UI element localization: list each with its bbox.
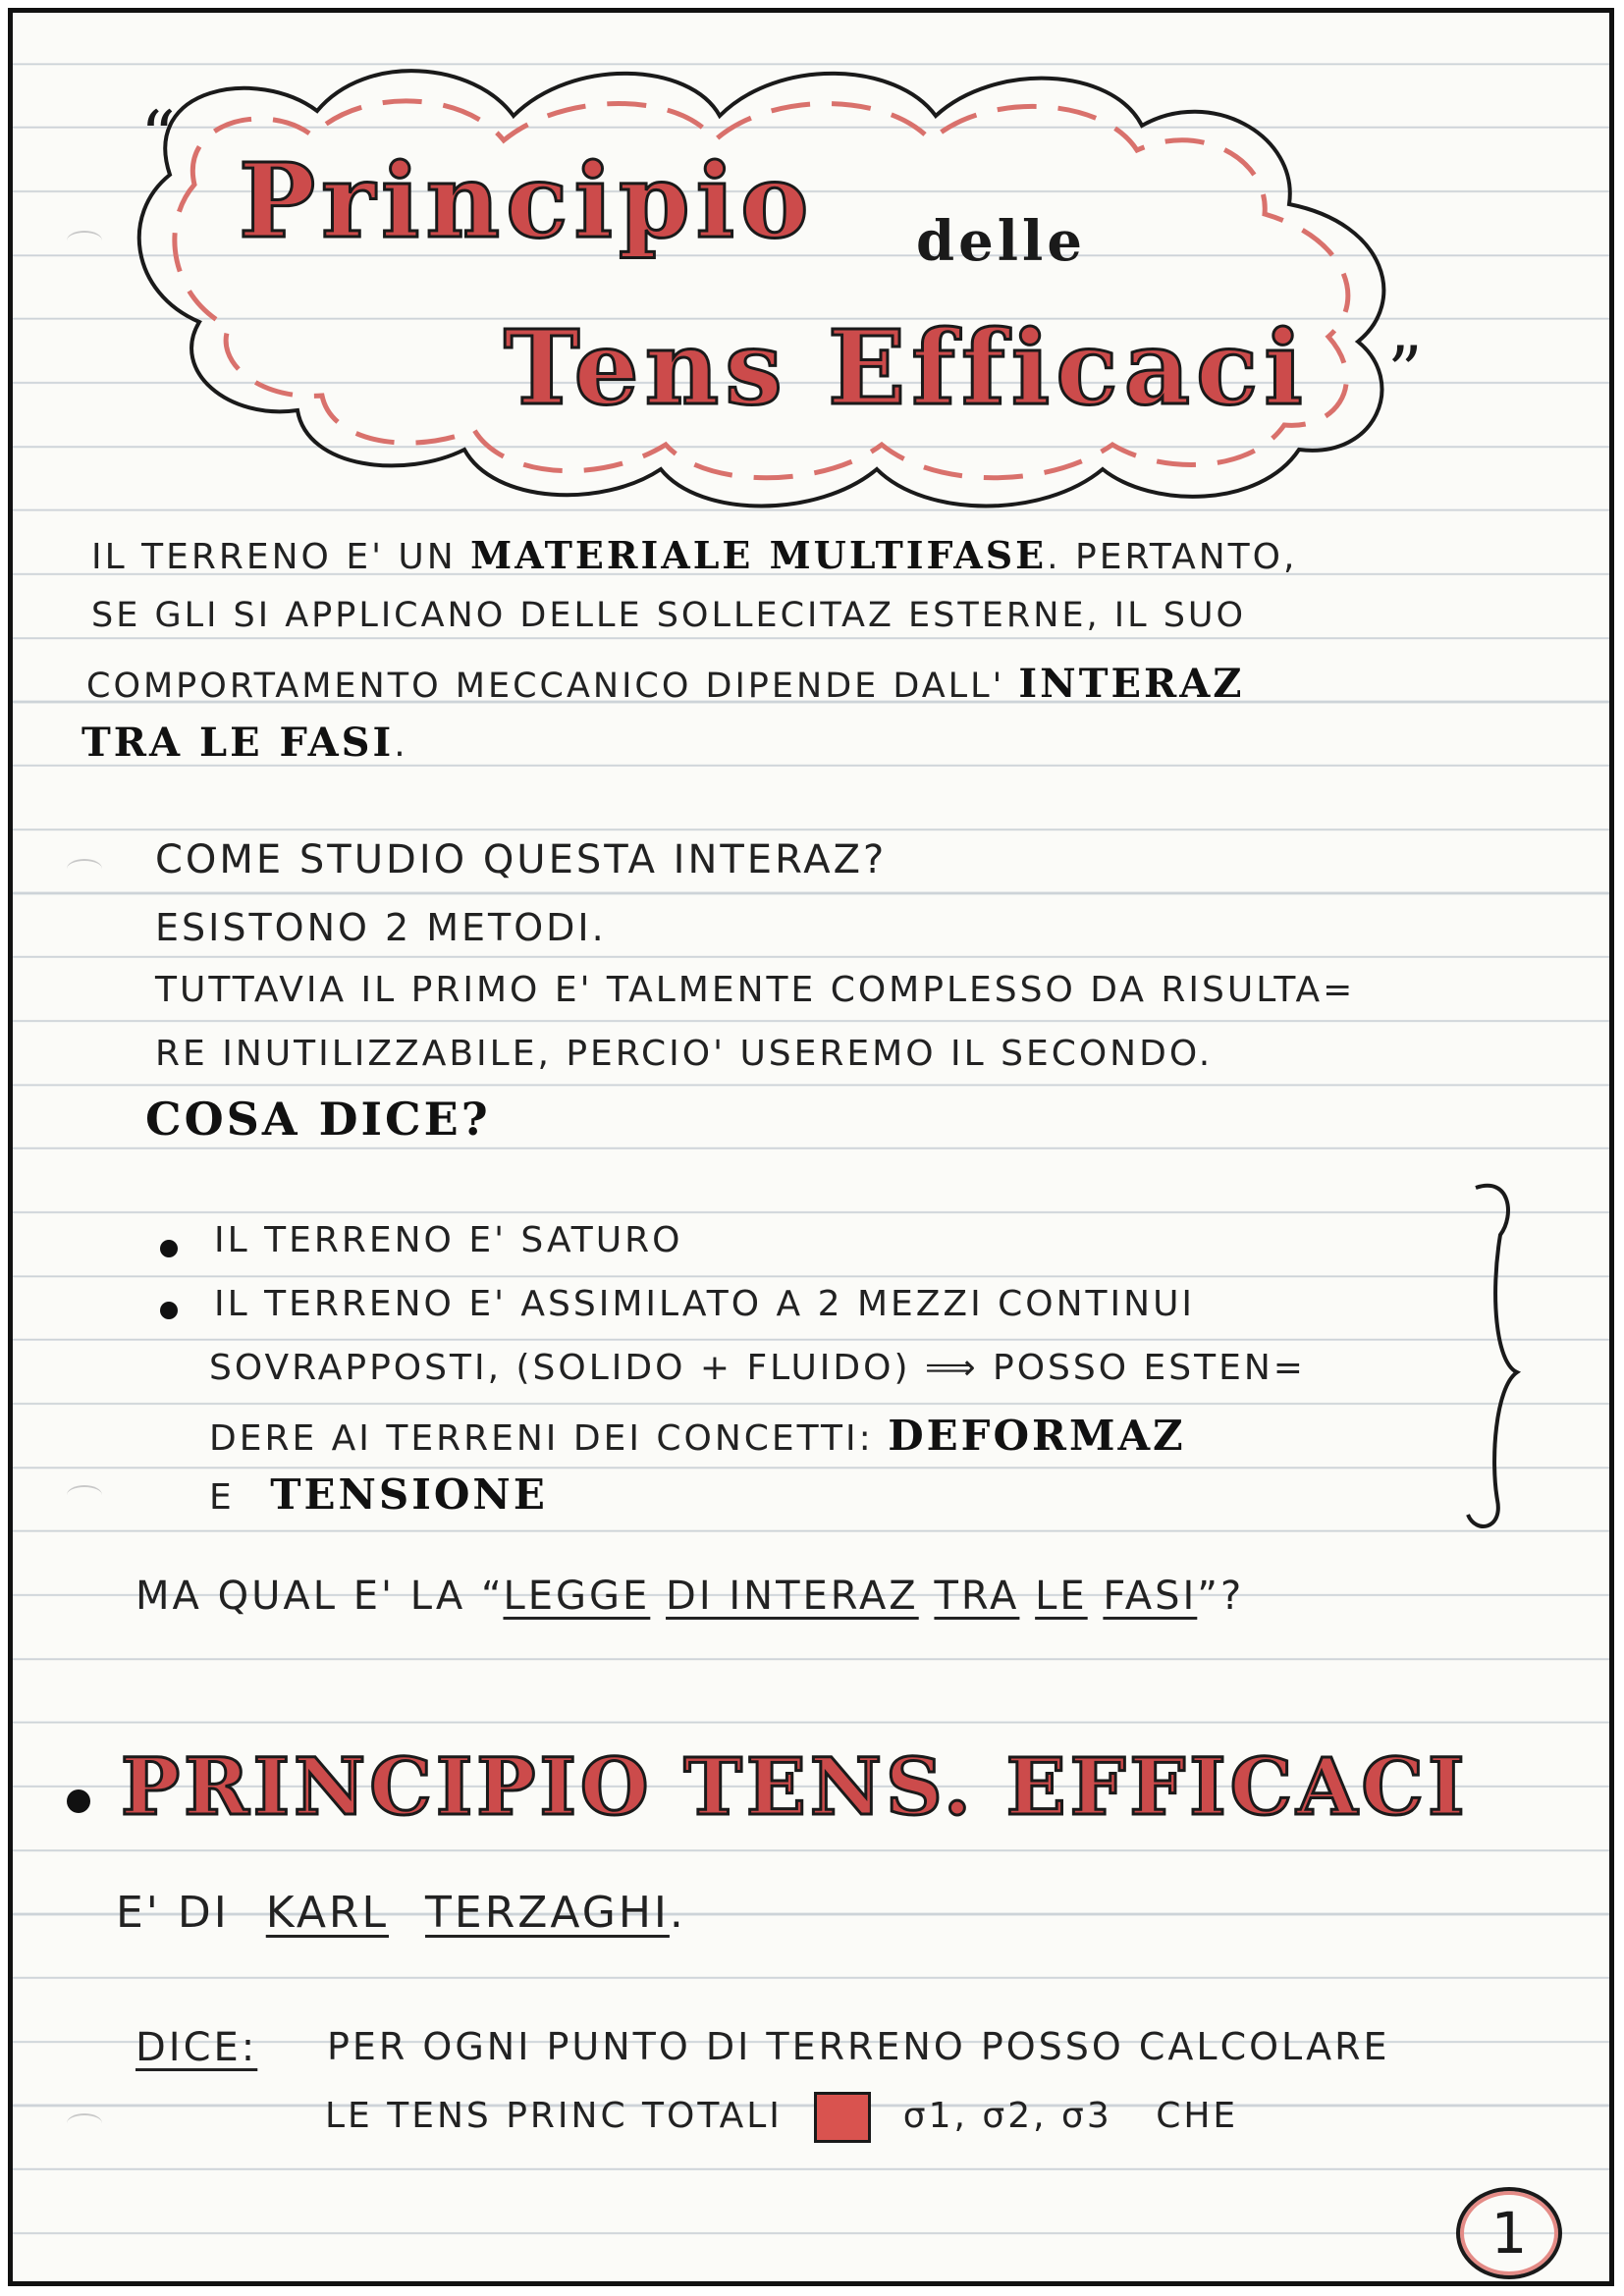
question-text: ”?: [1197, 1574, 1245, 1619]
author-last-name: TERZAGHI: [425, 1888, 670, 1938]
page-number: 1: [1490, 2200, 1528, 2267]
intro-line-3: [86, 661, 1244, 707]
intro-line-2: SE GLI SI APPLICANO DELLE SOLLECITAZ ESTERNE, IL SUO: [91, 596, 1247, 635]
title-close-quote: ”: [1387, 332, 1423, 412]
dice-text: CHE: [1156, 2096, 1239, 2136]
intro-line-4: [81, 720, 408, 766]
bullet-dot: [160, 1302, 178, 1319]
title-open-quote: “: [140, 96, 176, 177]
title-word-tens: Tens: [504, 307, 788, 428]
title-cloud-frame: [111, 57, 1544, 518]
intro-emphasis: INTERAZ: [1018, 661, 1245, 707]
intro-emphasis: MATERIALE MULTIFASE: [470, 533, 1048, 577]
sigma-values: σ1, σ2, σ3: [902, 2096, 1112, 2136]
bullet-1: IL TERRENO E' SATURO: [214, 1220, 683, 1260]
question-cosa-dice: COSA DICE?: [145, 1093, 491, 1146]
author-text: .: [669, 1888, 686, 1938]
notebook-page: [8, 8, 1614, 2286]
title-word-principio: Principio: [239, 140, 815, 261]
complex-line-2: RE INUTILIZZABILE, PERCIO' USEREMO IL SECONDO.: [155, 1034, 1214, 1074]
dice-label: DICE:: [135, 2025, 258, 2070]
binder-hole: [67, 2113, 102, 2133]
question-underlined: DI INTERAZ: [666, 1574, 919, 1619]
binder-hole: [67, 1485, 102, 1505]
author-first-name: KARL: [265, 1888, 390, 1938]
question-text: MA QUAL E' LA “: [135, 1574, 504, 1619]
complex-line-1: TUTTAVIA IL PRIMO E' TALMENTE COMPLESSO DA RISULTA=: [155, 970, 1356, 1010]
intro-text: .: [394, 724, 408, 765]
bullet-2-line-3: [209, 1412, 1186, 1460]
title-word-delle: delle: [916, 209, 1086, 274]
intro-text: IL TERRENO E' UN: [91, 537, 457, 577]
question-how: COME STUDIO QUESTA INTERAZ?: [155, 837, 888, 882]
red-highlight-box: [814, 2092, 871, 2143]
bullet-text: DERE AI TERRENI DEI CONCETTI:: [209, 1418, 874, 1459]
binder-hole: [67, 859, 102, 879]
question-underlined: LEGGE: [503, 1574, 651, 1619]
methods-line: ESISTONO 2 METODI.: [155, 906, 607, 949]
heading-principio-tens-efficaci: PRINCIPIO TENS. EFFICACI: [121, 1740, 1469, 1833]
right-brace: [1456, 1176, 1544, 1539]
page-number-circle: [1456, 2187, 1562, 2279]
bullet-emphasis: TENSIONE: [270, 1470, 548, 1519]
author-text: E' DI: [116, 1888, 230, 1938]
bullet-2-line-4: [209, 1470, 548, 1519]
question-underlined: LE: [1035, 1574, 1088, 1619]
title-word-efficaci: Efficaci: [828, 307, 1309, 428]
question-legge: [135, 1574, 1244, 1619]
dice-line-1: PER OGNI PUNTO DI TERRENO POSSO CALCOLARE: [327, 2025, 1390, 2068]
heading-bullet-dot: [67, 1789, 90, 1813]
intro-line-1: [91, 533, 1297, 577]
dice-text: LE TENS PRINC TOTALI: [325, 2096, 783, 2136]
question-underlined: FASI: [1103, 1574, 1198, 1619]
intro-text: . PERTANTO,: [1047, 537, 1298, 577]
intro-text: COMPORTAMENTO MECCANICO DIPENDE DALL': [86, 667, 1005, 706]
intro-emphasis: TRA LE FASI: [81, 720, 395, 766]
bullet-emphasis: DEFORMAZ: [888, 1412, 1186, 1460]
bullet-dot: [160, 1240, 178, 1257]
question-underlined: TRA: [934, 1574, 1020, 1619]
bullet-2-line-1: IL TERRENO E' ASSIMILATO A 2 MEZZI CONTINUI: [214, 1284, 1196, 1324]
bullet-2-line-2: SOVRAPPOSTI, (SOLIDO + FLUIDO) ⟹ POSSO ESTEN=: [209, 1348, 1306, 1388]
binder-hole: [67, 231, 102, 250]
dice-line-2: [325, 2092, 1238, 2143]
author-line: [116, 1888, 686, 1938]
bullet-text: E: [209, 1477, 235, 1518]
